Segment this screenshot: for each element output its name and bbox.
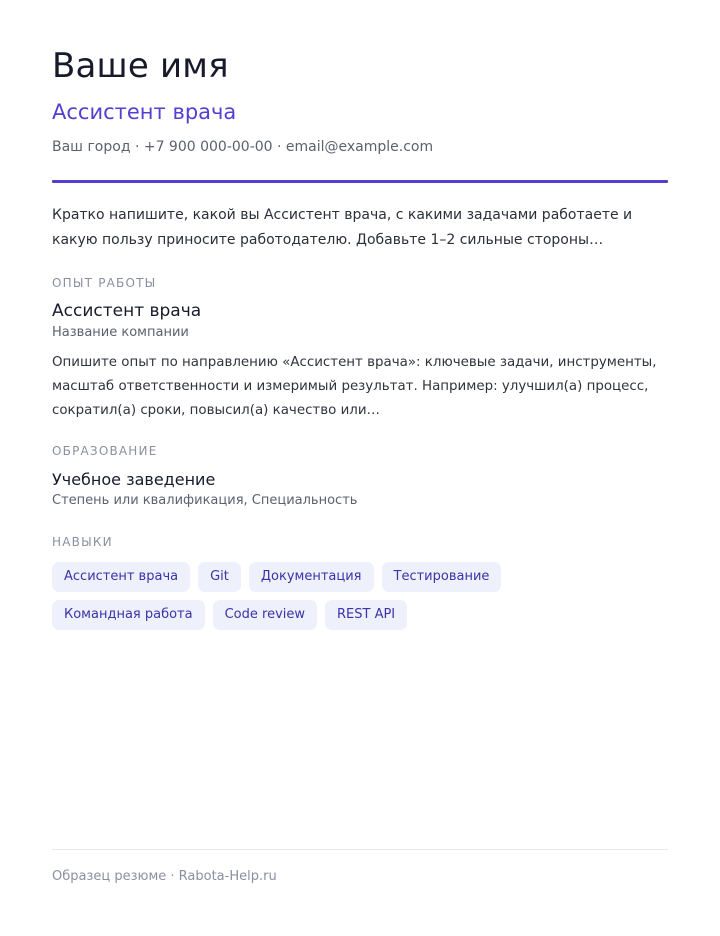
experience-section-title: ОПЫТ РАБОТЫ	[52, 276, 157, 290]
contact-line: Ваш город · +7 900 000-00-00 · email@example.com	[52, 139, 434, 155]
skill-chip: Ассистент врача	[52, 562, 190, 592]
education-degree: Степень или квалификация, Специальность	[52, 493, 358, 508]
skill-chip: Командная работа	[52, 600, 205, 630]
summary-text: Кратко напишите, какой вы Ассистент врача, с какими задачами работаете и какую пользу приносите работодателю. Добавьте 1–2 сильные стороны…	[52, 207, 633, 248]
education-institution: Учебное заведение	[52, 470, 216, 489]
skills-section-title: НАВЫКИ	[52, 535, 113, 549]
job-title: Ассистент врача	[52, 301, 202, 321]
header-divider	[52, 180, 668, 183]
education-section-title: ОБРАЗОВАНИЕ	[52, 444, 158, 458]
skill-chip: Тестирование	[382, 562, 502, 592]
skill-chip: REST API	[325, 600, 407, 630]
resume-name: Ваше имя	[52, 46, 229, 86]
footer-text: Образец резюме · Rabota-Help.ru	[52, 869, 277, 884]
skill-chip: Git	[198, 562, 241, 592]
resume-role: Ассистент врача	[52, 100, 237, 124]
skill-chip: Документация	[249, 562, 374, 592]
footer-divider	[52, 849, 668, 850]
skill-chip: Code review	[213, 600, 317, 630]
job-description: Опишите опыт по направлению «Ассистент врача»: ключевые задачи, инструменты, масштаб ответственности и измеримый результат. Например: улучшил(а) процесс, сократил(а) сроки, повысил(а) качество или…	[52, 355, 657, 418]
company-name: Название компании	[52, 325, 189, 340]
skills-list	[52, 562, 652, 630]
